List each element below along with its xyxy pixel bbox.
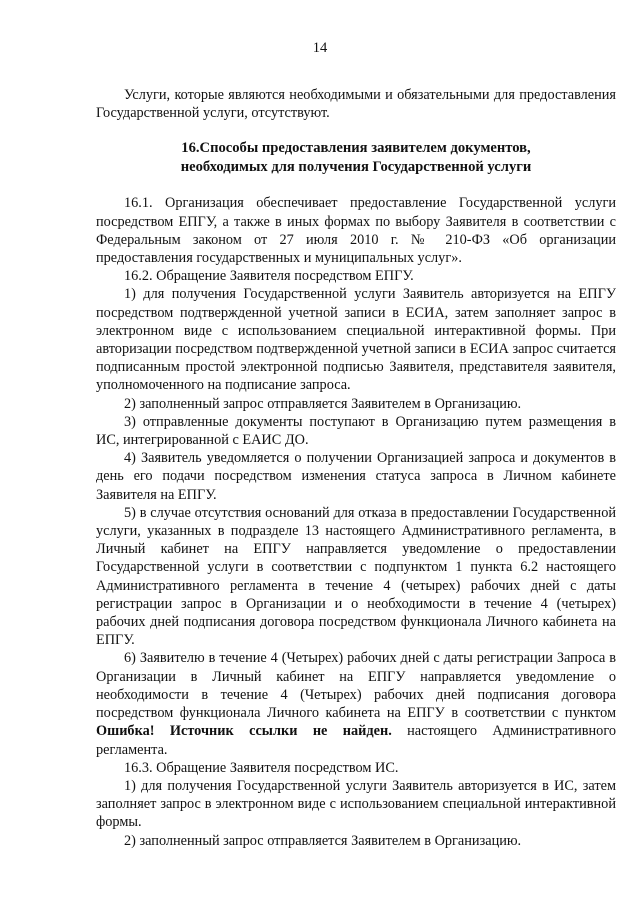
- paragraph-16-2-5: 5) в случае отсутствия оснований для отказа в предоставлении Государственной услуги, указанных в подразделе 13 настоящего Административного регламента, в Личный кабинет на ЕПГУ направляется уведомление о предоставлении Государственной услуги в соответствии с подпунктом 1 пункта 6.2 настоящего Административного регламента в течение 4 (четырех) рабочих дней с даты регистрации запрос в Организации и о необходимости в течение 4 (четырех) рабочих дней подписания договора посредством функционала Личного кабинета на ЕПГУ.: [96, 504, 616, 649]
- paragraph-16-2-6-tail: настоящего Административного регламента.: [96, 723, 616, 758]
- paragraph-16-2-4: 4) Заявитель уведомляется о получении Организацией запроса и документов в день его подачи посредством изменения статуса запроса в Личном кабинете Заявителя на ЕПГУ.: [96, 450, 616, 503]
- paragraph-16-2-6-text: 6) Заявителю в течение 4 (Четырех) рабочих дней с даты регистрации Запроса в Организации в Личный кабинет на ЕПГУ направляется уведомление о необходимости в течение 4 (Четырех) рабочих дней подписания договора посредством функционала Личного кабинета на ЕПГУ в соответствии с пунктом: [96, 650, 616, 722]
- intro-paragraph: Услуги, которые являются необходимыми и обязательными для предоставления Государственной услуги, отсутствуют.: [96, 87, 616, 122]
- page-number: 14: [312, 40, 328, 56]
- spacer: [96, 177, 616, 194]
- reference-error-text: Ошибка! Источник ссылки не найден.: [96, 723, 392, 740]
- paragraph-16-2-6: [96, 649, 616, 758]
- paragraph-16-2: 16.2. Обращение Заявителя посредством ЕПГУ.: [124, 268, 414, 285]
- document-body: [96, 86, 616, 850]
- paragraph-16-3-1: 1) для получения Государственной услуги Заявитель авторизуется в ИС, затем заполняет запрос в электронном виде с использованием специальной интерактивной формы.: [96, 777, 616, 831]
- paragraph-16-1: 16.1. Организация обеспечивает предоставление Государственной услуги посредством ЕПГУ, а также в иных формах по выбору Заявителя в соответствии с Федеральным законом от 27 июля 2010 г. № 210-ФЗ «Об организации предоставления государственных и муниципальных услуг».: [96, 195, 616, 267]
- paragraph-16-3: 16.3. Обращение Заявителя посредством ИС.: [124, 759, 399, 776]
- paragraph-16-3-2: 2) заполненный запрос отправляется Заявителем в Организацию.: [124, 832, 522, 849]
- paragraph-16-2-1: 1) для получения Государственной услуги Заявитель авторизуется на ЕПГУ посредством подтвержденной учетной записи в ЕСИА, затем заполняет запрос в электронном виде с использованием специальной интерактивной формы. При авторизации посредством подтвержденной учетной записи в ЕСИА запрос считается подписанным простой электронной подписью Заявителя, представителя заявителя, уполномоченного на подписание запроса.: [96, 286, 616, 394]
- section-heading-line-2: необходимых для получения Государственной услуги: [180, 159, 532, 176]
- spacer: [96, 122, 616, 139]
- section-heading-line-1: 16.Способы предоставления заявителем документов,: [181, 140, 531, 157]
- paragraph-16-2-3: 3) отправленные документы поступают в Организацию путем размещения в ИС, интегрированной с ЕАИС ДО.: [96, 413, 616, 449]
- paragraph-16-2-2: 2) заполненный запрос отправляется Заявителем в Организацию.: [124, 395, 522, 412]
